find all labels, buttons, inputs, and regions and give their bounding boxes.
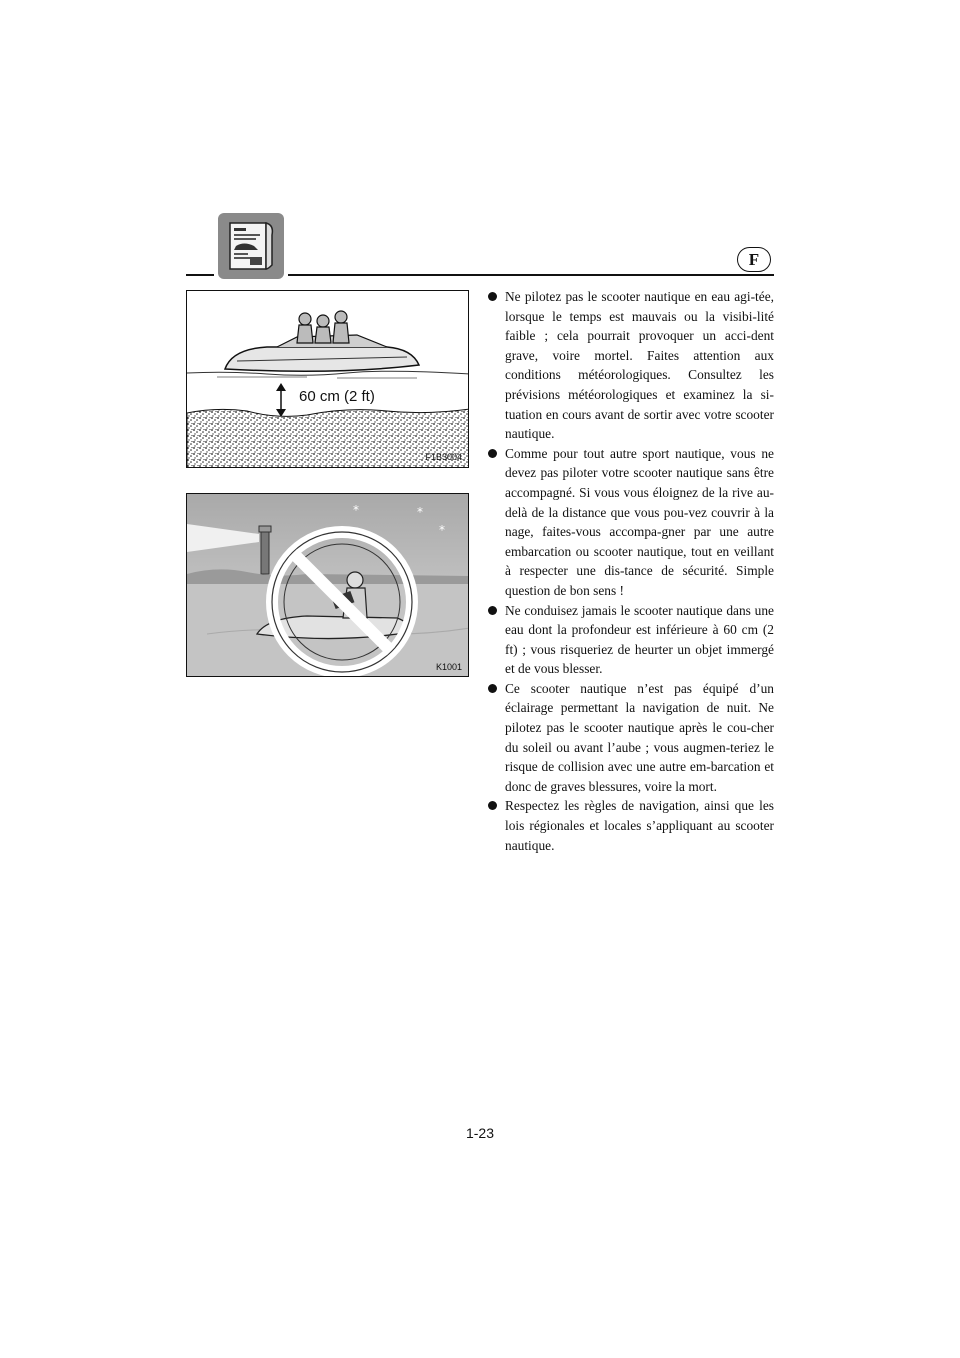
figure-night-riding (186, 493, 469, 677)
list-item: Comme pour tout autre sport nautique, vous ne devez pas piloter votre scooter nautique sans être accompagné. Si vous vous éloignez de la rive au-delà de la distance que vous pou-vez couvrir à la nage, faites-vous accompa-gner par une autre embarcation ou scooter nautique, tout en veillant à respecter une dis-tance de sécurité. Simple question de bon sens ! (488, 444, 774, 601)
night-riding-prohibited-illustration (187, 494, 469, 677)
depth-label: 60 cm (2 ft) (299, 388, 375, 405)
section-language-marker (737, 247, 771, 272)
bullet-list (488, 287, 774, 855)
list-item: Ne conduisez jamais le scooter nautique dans une eau dont la profondeur est inférieure à 60 cm (2 ft) ; vous risqueriez de heurter un objet immergé et de vous blesser. (488, 601, 774, 679)
bullet-icon (488, 606, 497, 615)
bullet-icon (488, 801, 497, 810)
safety-instructions (488, 287, 774, 855)
list-item: Ne pilotez pas le scooter nautique en eau agi-tée, lorsque le temps est mauvais ou la visibi-lité faible ; cela pourrait provoquer un acci-dent grave, voire mortel. Faites attention aux conditions météorologiques. Consultez les prévisions météorologiques et examinez la si-tuation en cours avant de sortir avec votre scooter nautique. (488, 287, 774, 444)
watercraft-shallow-water-illustration (187, 291, 469, 468)
header-rule-left (186, 274, 214, 276)
svg-text:*: * (417, 505, 423, 519)
page-number: 1-23 (465, 1125, 495, 1141)
figure-code: F1B3004 (425, 452, 462, 462)
list-item: Respectez les règles de navigation, ainsi que les lois régionales et locales s’appliquant au scooter nautique. (488, 796, 774, 855)
bullet-icon (488, 292, 497, 301)
svg-text:*: * (353, 503, 359, 517)
manual-book-icon (218, 213, 284, 279)
header-rule-right (288, 274, 774, 276)
figure-code: K1001 (435, 662, 462, 672)
bullet-icon (488, 684, 497, 693)
svg-text:*: * (439, 523, 445, 537)
section-letter: F (748, 249, 760, 269)
bullet-icon (488, 449, 497, 458)
figure-shallow-water (186, 290, 469, 468)
list-item: Ce scooter nautique n’est pas équipé d’un éclairage permettant la navigation de nuit. Ne pilotez pas le scooter nautique après le cou-cher du soleil ou avant l’aube ; vous augmen-teriez le risque de collision avec une autre em-barcation et donc de graves blessures, voire la mort. (488, 679, 774, 797)
